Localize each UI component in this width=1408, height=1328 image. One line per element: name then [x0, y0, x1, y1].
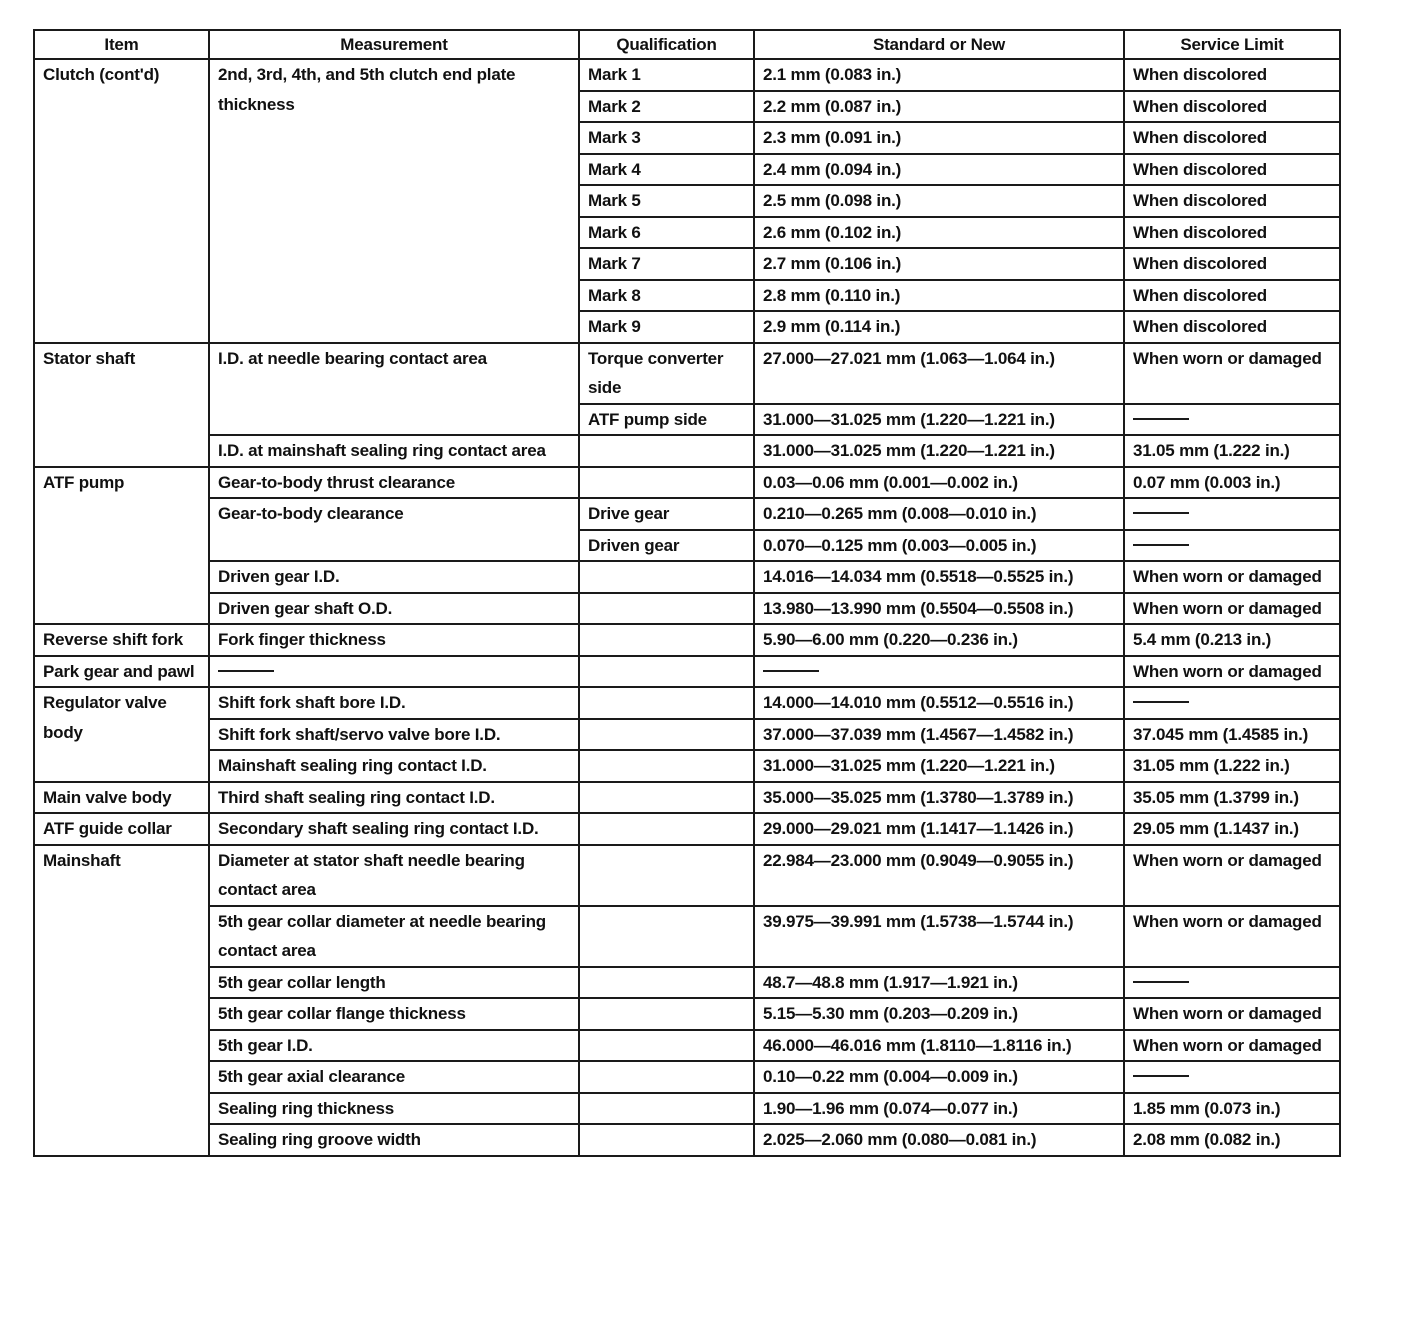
qualification-cell: [579, 845, 754, 906]
standard-cell: 31.000—31.025 mm (1.220—1.221 in.): [754, 435, 1124, 467]
header-standard: Standard or New: [754, 30, 1124, 59]
standard-cell: 0.03—0.06 mm (0.001—0.002 in.): [754, 467, 1124, 499]
qualification-cell: Mark 1: [579, 59, 754, 91]
service-limit-cell: When worn or damaged: [1124, 561, 1340, 593]
table-row: [34, 998, 1340, 1030]
qualification-cell: [579, 624, 754, 656]
qualification-cell: [579, 782, 754, 814]
qualification-cell: Mark 2: [579, 91, 754, 123]
table-row: [34, 435, 1340, 467]
qualification-cell: [579, 1124, 754, 1156]
qualification-cell: Driven gear: [579, 530, 754, 562]
service-limit-cell: When discolored: [1124, 280, 1340, 312]
measurement-cell: Sealing ring groove width: [209, 1124, 579, 1156]
qualification-cell: [579, 687, 754, 719]
item-cell: ATF pump: [34, 467, 209, 625]
standard-cell: 0.070—0.125 mm (0.003—0.005 in.): [754, 530, 1124, 562]
measurement-cell: I.D. at mainshaft sealing ring contact area: [209, 435, 579, 467]
dash-mark: [218, 670, 274, 672]
measurement-cell: 5th gear collar length: [209, 967, 579, 999]
table-row: [34, 593, 1340, 625]
measurement-cell: Secondary shaft sealing ring contact I.D.: [209, 813, 579, 845]
qualification-cell: [579, 656, 754, 688]
item-cell: Main valve body: [34, 782, 209, 814]
standard-cell: 5.15—5.30 mm (0.203—0.209 in.): [754, 998, 1124, 1030]
table-row: [34, 656, 1340, 688]
table-row: [34, 1124, 1340, 1156]
measurement-cell: Gear-to-body thrust clearance: [209, 467, 579, 499]
table-row: [34, 845, 1340, 906]
table-row: [34, 906, 1340, 967]
service-limit-cell: 29.05 mm (1.1437 in.): [1124, 813, 1340, 845]
item-cell: Reverse shift fork: [34, 624, 209, 656]
qualification-cell: [579, 1093, 754, 1125]
measurement-cell: Driven gear shaft O.D.: [209, 593, 579, 625]
measurement-cell: Gear-to-body clearance: [209, 498, 579, 561]
qualification-cell: Drive gear: [579, 498, 754, 530]
service-limit-cell: [1124, 404, 1340, 436]
service-limit-cell: When discolored: [1124, 122, 1340, 154]
qualification-cell: Mark 4: [579, 154, 754, 186]
table-row: [34, 1093, 1340, 1125]
dash-mark: [1133, 544, 1189, 546]
service-limit-cell: When discolored: [1124, 311, 1340, 343]
standard-cell: 2.025—2.060 mm (0.080—0.081 in.): [754, 1124, 1124, 1156]
standard-cell: 48.7—48.8 mm (1.917—1.921 in.): [754, 967, 1124, 999]
qualification-cell: [579, 719, 754, 751]
item-cell: Mainshaft: [34, 845, 209, 1156]
table-row: [34, 687, 1340, 719]
standard-cell: 0.210—0.265 mm (0.008—0.010 in.): [754, 498, 1124, 530]
header-qualification: Qualification: [579, 30, 754, 59]
measurement-cell: Fork finger thickness: [209, 624, 579, 656]
measurement-cell: Shift fork shaft/servo valve bore I.D.: [209, 719, 579, 751]
item-cell: Regulator valve body: [34, 687, 209, 782]
table-row: [34, 782, 1340, 814]
qualification-cell: Mark 9: [579, 311, 754, 343]
measurement-cell: Driven gear I.D.: [209, 561, 579, 593]
service-limit-cell: When worn or damaged: [1124, 593, 1340, 625]
service-limit-cell: [1124, 498, 1340, 530]
service-limit-cell: 5.4 mm (0.213 in.): [1124, 624, 1340, 656]
dash-mark: [1133, 981, 1189, 983]
item-cell: ATF guide collar: [34, 813, 209, 845]
standard-cell: 2.7 mm (0.106 in.): [754, 248, 1124, 280]
table-body: [34, 59, 1340, 1156]
service-limit-cell: When worn or damaged: [1124, 656, 1340, 688]
qualification-cell: Mark 8: [579, 280, 754, 312]
measurement-cell: Third shaft sealing ring contact I.D.: [209, 782, 579, 814]
specification-table: [33, 29, 1341, 1157]
standard-cell: 2.4 mm (0.094 in.): [754, 154, 1124, 186]
service-limit-cell: 31.05 mm (1.222 in.): [1124, 435, 1340, 467]
dash-mark: [1133, 512, 1189, 514]
measurement-cell: Sealing ring thickness: [209, 1093, 579, 1125]
dash-mark: [1133, 418, 1189, 420]
item-cell: Park gear and pawl: [34, 656, 209, 688]
standard-cell: 14.016—14.034 mm (0.5518—0.5525 in.): [754, 561, 1124, 593]
service-limit-cell: 37.045 mm (1.4585 in.): [1124, 719, 1340, 751]
measurement-cell: Mainshaft sealing ring contact I.D.: [209, 750, 579, 782]
standard-cell: 2.9 mm (0.114 in.): [754, 311, 1124, 343]
standard-cell: 2.3 mm (0.091 in.): [754, 122, 1124, 154]
standard-cell: 1.90—1.96 mm (0.074—0.077 in.): [754, 1093, 1124, 1125]
service-limit-cell: When discolored: [1124, 248, 1340, 280]
standard-cell: 39.975—39.991 mm (1.5738—1.5744 in.): [754, 906, 1124, 967]
qualification-cell: [579, 467, 754, 499]
measurement-cell: 5th gear collar diameter at needle bearing contact area: [209, 906, 579, 967]
table-row: [34, 624, 1340, 656]
qualification-cell: [579, 998, 754, 1030]
measurement-cell: 5th gear collar flange thickness: [209, 998, 579, 1030]
header-measurement: Measurement: [209, 30, 579, 59]
qualification-cell: [579, 750, 754, 782]
service-limit-cell: 35.05 mm (1.3799 in.): [1124, 782, 1340, 814]
qualification-cell: [579, 435, 754, 467]
table-row: [34, 498, 1340, 530]
qualification-cell: [579, 967, 754, 999]
measurement-cell: Shift fork shaft bore I.D.: [209, 687, 579, 719]
service-limit-cell: [1124, 530, 1340, 562]
table-row: [34, 467, 1340, 499]
service-limit-cell: 0.07 mm (0.003 in.): [1124, 467, 1340, 499]
table-row: [34, 343, 1340, 404]
qualification-cell: Mark 7: [579, 248, 754, 280]
service-limit-cell: 31.05 mm (1.222 in.): [1124, 750, 1340, 782]
standard-cell: 27.000—27.021 mm (1.063—1.064 in.): [754, 343, 1124, 404]
table-row: [34, 561, 1340, 593]
service-limit-cell: 2.08 mm (0.082 in.): [1124, 1124, 1340, 1156]
table-row: [34, 750, 1340, 782]
table-row: [34, 59, 1340, 91]
service-limit-cell: 1.85 mm (0.073 in.): [1124, 1093, 1340, 1125]
header-item: Item: [34, 30, 209, 59]
qualification-cell: [579, 813, 754, 845]
table-row: [34, 719, 1340, 751]
standard-cell: 2.2 mm (0.087 in.): [754, 91, 1124, 123]
measurement-cell: 2nd, 3rd, 4th, and 5th clutch end plate thickness: [209, 59, 579, 343]
standard-cell: 31.000—31.025 mm (1.220—1.221 in.): [754, 404, 1124, 436]
qualification-cell: [579, 906, 754, 967]
dash-mark: [763, 670, 819, 672]
service-limit-cell: When worn or damaged: [1124, 1030, 1340, 1062]
service-limit-cell: When discolored: [1124, 91, 1340, 123]
service-limit-cell: When discolored: [1124, 185, 1340, 217]
standard-cell: 46.000—46.016 mm (1.8110—1.8116 in.): [754, 1030, 1124, 1062]
item-cell: Stator shaft: [34, 343, 209, 467]
service-limit-cell: When worn or damaged: [1124, 343, 1340, 404]
qualification-cell: ATF pump side: [579, 404, 754, 436]
table-row: [34, 1030, 1340, 1062]
standard-cell: [754, 656, 1124, 688]
standard-cell: 2.5 mm (0.098 in.): [754, 185, 1124, 217]
table-row: [34, 1061, 1340, 1093]
item-cell: Clutch (cont'd): [34, 59, 209, 343]
standard-cell: 14.000—14.010 mm (0.5512—0.5516 in.): [754, 687, 1124, 719]
header-row: [34, 30, 1340, 59]
standard-cell: 5.90—6.00 mm (0.220—0.236 in.): [754, 624, 1124, 656]
service-limit-cell: When worn or damaged: [1124, 998, 1340, 1030]
standard-cell: 22.984—23.000 mm (0.9049—0.9055 in.): [754, 845, 1124, 906]
qualification-cell: Torque converter side: [579, 343, 754, 404]
dash-mark: [1133, 701, 1189, 703]
measurement-cell: Diameter at stator shaft needle bearing contact area: [209, 845, 579, 906]
service-limit-cell: [1124, 1061, 1340, 1093]
qualification-cell: Mark 6: [579, 217, 754, 249]
standard-cell: 37.000—37.039 mm (1.4567—1.4582 in.): [754, 719, 1124, 751]
qualification-cell: Mark 3: [579, 122, 754, 154]
qualification-cell: [579, 1061, 754, 1093]
qualification-cell: [579, 561, 754, 593]
service-limit-cell: When worn or damaged: [1124, 845, 1340, 906]
measurement-cell: 5th gear I.D.: [209, 1030, 579, 1062]
service-limit-cell: [1124, 967, 1340, 999]
header-service-limit: Service Limit: [1124, 30, 1340, 59]
service-limit-cell: When discolored: [1124, 59, 1340, 91]
standard-cell: 2.8 mm (0.110 in.): [754, 280, 1124, 312]
qualification-cell: [579, 1030, 754, 1062]
service-limit-cell: When discolored: [1124, 217, 1340, 249]
standard-cell: 2.6 mm (0.102 in.): [754, 217, 1124, 249]
standard-cell: 2.1 mm (0.083 in.): [754, 59, 1124, 91]
service-limit-cell: When worn or damaged: [1124, 906, 1340, 967]
standard-cell: 31.000—31.025 mm (1.220—1.221 in.): [754, 750, 1124, 782]
service-limit-cell: [1124, 687, 1340, 719]
qualification-cell: [579, 593, 754, 625]
measurement-cell: I.D. at needle bearing contact area: [209, 343, 579, 436]
standard-cell: 0.10—0.22 mm (0.004—0.009 in.): [754, 1061, 1124, 1093]
table-row: [34, 967, 1340, 999]
qualification-cell: Mark 5: [579, 185, 754, 217]
service-limit-cell: When discolored: [1124, 154, 1340, 186]
measurement-cell: [209, 656, 579, 688]
table-row: [34, 813, 1340, 845]
standard-cell: 13.980—13.990 mm (0.5504—0.5508 in.): [754, 593, 1124, 625]
measurement-cell: 5th gear axial clearance: [209, 1061, 579, 1093]
standard-cell: 35.000—35.025 mm (1.3780—1.3789 in.): [754, 782, 1124, 814]
standard-cell: 29.000—29.021 mm (1.1417—1.1426 in.): [754, 813, 1124, 845]
dash-mark: [1133, 1075, 1189, 1077]
